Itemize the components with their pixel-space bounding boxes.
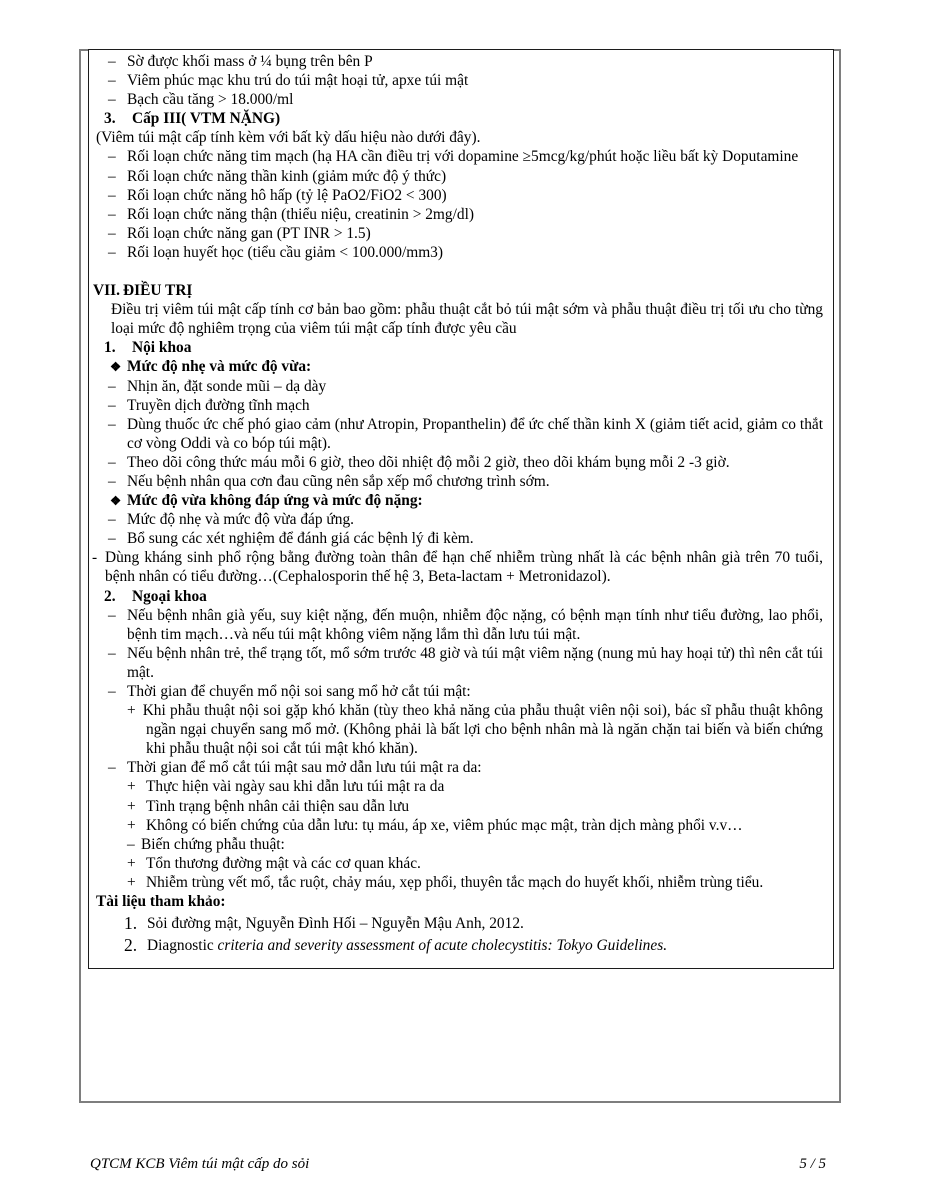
document-line bbox=[89, 491, 823, 510]
line-text: Mức độ vừa không đáp ứng và mức độ nặng: bbox=[127, 492, 423, 510]
line-text: criteria and severity assessment of acute cholecystitis: Tokyo Guidelines. bbox=[217, 937, 668, 955]
line-marker: ❖ bbox=[110, 494, 122, 509]
line-marker: – bbox=[108, 243, 116, 261]
line-marker: – bbox=[108, 530, 116, 548]
document-line bbox=[89, 224, 823, 243]
document-line bbox=[89, 52, 823, 71]
line-text: Rối loạn chức năng thận (thiểu niệu, creatinin > 2mg/dl) bbox=[127, 205, 474, 223]
line-text: Mức độ nhẹ và mức độ vừa: bbox=[127, 358, 312, 376]
document-line bbox=[89, 529, 823, 548]
line-text: Rối loạn chức năng thần kinh (giảm mức độ ý thức) bbox=[127, 167, 447, 185]
document-line bbox=[89, 854, 823, 873]
document-line bbox=[89, 128, 823, 147]
document-line bbox=[89, 797, 823, 816]
line-text: Bạch cầu tăng > 18.000/ml bbox=[127, 91, 294, 109]
document-line bbox=[89, 205, 823, 224]
line-text: Ngoại khoa bbox=[132, 587, 207, 605]
line-marker: ❖ bbox=[110, 360, 122, 375]
document-line bbox=[89, 472, 823, 491]
line-marker: – bbox=[108, 415, 116, 433]
line-text: Cấp III( VTM NẶNG) bbox=[132, 110, 281, 128]
line-marker: – bbox=[108, 453, 116, 471]
footer-page-number: 5 / 5 bbox=[799, 1156, 826, 1172]
line-text: ĐIỀU TRỊ bbox=[123, 282, 193, 300]
document-line bbox=[89, 914, 823, 933]
line-marker: - bbox=[92, 549, 98, 567]
line-marker: + bbox=[127, 778, 136, 796]
line-marker: – bbox=[108, 53, 116, 70]
line-text: Nhịn ăn, đặt sonde mũi – dạ dày bbox=[127, 377, 327, 395]
document-line bbox=[89, 777, 823, 796]
line-marker: – bbox=[108, 72, 116, 90]
line-marker: – bbox=[108, 148, 116, 166]
line-marker: + bbox=[127, 873, 136, 891]
document-line bbox=[89, 453, 823, 472]
line-text: (Viêm túi mật cấp tính kèm với bất kỳ dấu hiệu nào dưới đây). bbox=[96, 129, 481, 147]
line-marker: 3. bbox=[104, 110, 116, 128]
line-text: Theo dõi công thức máu mỗi 6 giờ, theo dõi nhiệt độ mỗi 2 giờ, theo dõi khám bụng mỗi 2 -3 giờ. bbox=[127, 453, 730, 471]
line-text: Bổ sung các xét nghiệm để đánh giá các bệnh lý đi kèm. bbox=[127, 530, 474, 548]
line-text: Rối loạn huyết học (tiểu cầu giảm < 100.000/mm3) bbox=[127, 243, 444, 261]
line-text: Nhiễm trùng vết mổ, tắc ruột, chảy máu, xẹp phổi, thuyên tắc mạch do huyết khối, nhiễm trùng tiểu. bbox=[146, 873, 764, 891]
line-text: Viêm phúc mạc khu trú do túi mật hoại tử, apxe túi mật bbox=[127, 72, 469, 90]
document-line bbox=[89, 357, 823, 376]
line-marker: – bbox=[108, 396, 116, 414]
document-line bbox=[89, 873, 823, 892]
document-line bbox=[89, 587, 823, 606]
document-line bbox=[89, 892, 823, 911]
line-text: Diagnostic bbox=[147, 937, 218, 955]
line-spacer bbox=[89, 262, 823, 281]
line-text: Truyền dịch đường tĩnh mạch bbox=[127, 396, 310, 414]
line-marker: 2. bbox=[104, 587, 116, 605]
document-line bbox=[89, 644, 823, 682]
document-line bbox=[89, 606, 823, 644]
footer bbox=[90, 1156, 826, 1173]
document-line bbox=[89, 167, 823, 186]
document-line bbox=[89, 510, 823, 529]
line-marker: + bbox=[127, 854, 136, 872]
line-text: Rối loạn chức năng tim mạch (hạ HA cần điều trị với dopamine ≥5mcg/kg/phút hoặc liều bất kỳ Doputamine bbox=[127, 148, 799, 166]
document-content-box bbox=[88, 49, 834, 969]
document-line bbox=[89, 835, 823, 854]
line-marker: + bbox=[127, 702, 136, 720]
line-marker: – bbox=[108, 644, 116, 662]
line-text: Tài liệu tham khảo: bbox=[96, 893, 226, 911]
footer-document-title: QTCM KCB Viêm túi mật cấp do sỏi bbox=[90, 1156, 310, 1172]
line-marker: – bbox=[108, 186, 116, 204]
line-text: Khi phẫu thuật nội soi gặp khó khăn (tùy theo khả năng của phẫu thuật viên nội soi), bác sĩ phẫu thuật không ngần ngại chuyển sang mổ mở. (Không phải là bất lợi cho bệnh nhân mà là ngăn chặn tai biến và biến chứng khi phẫu thuật nội soi cắt túi mật khó khăn). bbox=[142, 702, 823, 758]
document-line bbox=[89, 936, 823, 955]
line-text: Điều trị viêm túi mật cấp tính cơ bản bao gồm: phẫu thuật cắt bỏ túi mật sớm và phẫu thuật điều trị tối ưu cho từng loại mức độ nghiêm trọng của viêm túi mật cấp tính được yêu cầu bbox=[111, 301, 823, 338]
document-line bbox=[89, 701, 823, 758]
line-marker: – bbox=[108, 472, 116, 490]
line-marker: – bbox=[108, 606, 116, 624]
line-marker: – bbox=[108, 167, 116, 185]
line-marker: – bbox=[108, 224, 116, 242]
document-line bbox=[89, 338, 823, 357]
line-text: Sỏi đường mật, Nguyễn Đình Hối – Nguyễn Mậu Anh, 2012. bbox=[147, 915, 524, 933]
line-text: Mức độ nhẹ và mức độ vừa đáp ứng. bbox=[127, 511, 354, 529]
line-text: Biến chứng phẫu thuật: bbox=[141, 835, 285, 853]
line-text: Dùng thuốc ức chế phó giao cảm (như Atropin, Propanthelin) để ức chế thần kinh X (giảm tiết acid, giảm co thắt cơ vòng Oddi và co bóp túi mật). bbox=[127, 415, 823, 452]
document-line bbox=[89, 109, 823, 128]
document-line bbox=[89, 548, 823, 586]
document-line bbox=[89, 147, 823, 166]
line-marker: 1. bbox=[104, 339, 116, 357]
line-marker: – bbox=[127, 835, 135, 853]
line-text: Thời gian để mổ cắt túi mật sau mở dẫn lưu túi mật ra da: bbox=[127, 759, 482, 777]
document-line bbox=[89, 71, 823, 90]
document-line bbox=[89, 682, 823, 701]
line-text: Nếu bệnh nhân qua cơn đau cũng nên sắp xếp mổ chương trình sớm. bbox=[127, 472, 550, 490]
line-text: Nếu bệnh nhân già yếu, suy kiệt nặng, đến muộn, nhiễm độc nặng, có bệnh mạn tính như tiểu đường, lao phổi, bệnh tim mạch…và nếu túi mật không viêm nặng lắm thì dẫn lưu túi mật. bbox=[127, 606, 823, 643]
line-text: Rối loạn chức năng gan (PT INR > 1.5) bbox=[127, 224, 371, 242]
line-marker: 1. bbox=[124, 913, 138, 934]
line-marker: – bbox=[108, 511, 116, 529]
line-marker: VII. bbox=[93, 282, 120, 300]
line-marker: – bbox=[108, 91, 116, 109]
line-marker: 2. bbox=[124, 935, 138, 956]
document-line bbox=[89, 377, 823, 396]
document-line bbox=[89, 186, 823, 205]
line-text: Tổn thương đường mật và các cơ quan khác. bbox=[146, 854, 421, 872]
document-line bbox=[89, 415, 823, 453]
line-text: Không có biến chứng của dẫn lưu: tụ máu, áp xe, viêm phúc mạc mật, tràn dịch màng phổi v.v… bbox=[146, 816, 743, 834]
line-text: Tình trạng bệnh nhân cải thiện sau dẫn lưu bbox=[146, 797, 410, 815]
document-line bbox=[89, 816, 823, 835]
line-text: Rối loạn chức năng hô hấp (tỷ lệ PaO2/FiO2 < 300) bbox=[127, 186, 447, 204]
document-line bbox=[89, 281, 823, 300]
document-lines bbox=[89, 52, 823, 955]
document-line bbox=[89, 243, 823, 262]
line-marker: – bbox=[108, 759, 116, 777]
line-text: Sờ được khối mass ở ¼ bụng trên bên P bbox=[127, 53, 373, 70]
line-text: Dùng kháng sinh phổ rộng bằng đường toàn thân để hạn chế nhiễm trùng nhất là các bệnh nhân già trên 70 tuổi, bệnh nhân có tiểu đường…(Cephalosporin thế hệ 3, Beta-lactam + Metronidazol). bbox=[105, 549, 823, 586]
line-marker: + bbox=[127, 797, 136, 815]
line-marker: + bbox=[127, 816, 136, 834]
document-line bbox=[89, 300, 823, 338]
line-marker: – bbox=[108, 683, 116, 700]
line-marker: – bbox=[108, 205, 116, 223]
line-text: Thực hiện vài ngày sau khi dẫn lưu túi mật ra da bbox=[146, 778, 445, 796]
line-text: Thời gian để chuyển mổ nội soi sang mổ hở cắt túi mật: bbox=[127, 683, 471, 700]
document-line bbox=[89, 90, 823, 109]
line-marker: – bbox=[108, 377, 116, 395]
document-line bbox=[89, 758, 823, 777]
line-text: Nội khoa bbox=[132, 339, 192, 357]
document-line bbox=[89, 396, 823, 415]
line-text: Nếu bệnh nhân trẻ, thể trạng tốt, mổ sớm trước 48 giờ và túi mật viêm nặng (nung mủ hay hoại tử) thì nên cắt túi mật. bbox=[127, 644, 823, 681]
